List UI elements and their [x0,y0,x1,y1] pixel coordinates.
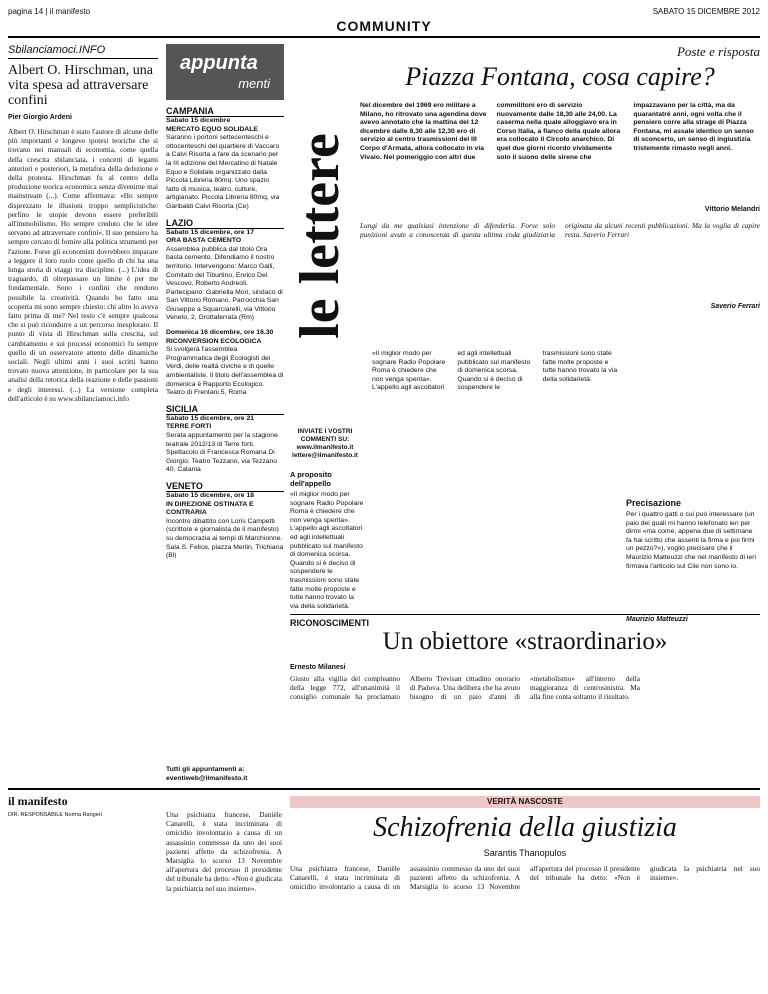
schizofrenia-author: Sarantis Thanopulos [483,848,567,858]
appunta-region: SICILIA [166,404,284,415]
sbilanciamoci-column [8,44,158,784]
appunta-title: appunta [180,52,258,74]
appunta-event: ORA BASTA CEMENTO [166,237,242,245]
reply-signature: Saverio Ferrari [710,303,760,310]
appunta-item [166,329,284,398]
piazza-signature: Vittorio Melandri [704,206,760,213]
schizofrenia-body: Una psichiatra francese, Danièle Canarelli, è stata incriminata di omicidio involontario a causa di un assassinio commesso da uno dei suoi pazienti affetto da schizofrenia. A Marsiglia lo scorso 13 Novembre all'apertura del processo il presidente del tribunale ha detto: «Non è giudicata la psichiatria nel suo insieme». [290,864,760,892]
piazza-body: Nel dicembre del 1969 ero militare a Milano, ho ritrovato una agendina dove avevo annotato che la mattina del 12 dicembre dalle 8,30 alle 12,30 ero di servizio al centro trasmissioni del III Corpo d'Armata, allora collocato in via Vivaio. Nel pomeriggio con altri due commilitoni ero di servizio nuovamente dalle 18,30 alle 24,00. La caserma nella quale alloggiavo era in Corso Italia, a fianco della quale allora era collocato il Circolo anarchico. Di quel due giorni ricordo vividamente solo il suono delle sirene che impazzavano per la città, ma da quarantatré anni, ogni volta che il pensiero corre alla strage di Piazza Fontana, mi assale identico un senso di sconcerto, un senso di ingiustizia tristemente rimasto negli anni. [360,102,754,161]
article-body: Albert O. Hirschman è stato l'autore di alcune delle più importanti e longeve ipotesi teoriche che si trovano nei manuali di economia, come quella della crescita sbilanciata, i concetti di legami anteriori e posteriori, la metafora della defezione e della protesta. Hirschman fu al centro della produzione teorica economica senza divenirne mai mainstream (...). Come affermava: «Ho sempre disprezzato le illusioni troppo semplicistiche: perfino le utopie devono essere preferibili all'immobilismo. Ho sempre creduto che le idee servano ad attraversare confini». Il suo pensiero ha sempre cercato di fornire alla politica strumenti per l'azione. Forse gli economisti dovrebbero imparare a leggere il loro ruolo come quello di chi ha una lunga storia di viaggi tra discipline. (...) L'idea di traguardo, di oltrepassare un limite è per me fondamentale. Sono i confini che rendono possibile la creatività. Quando ho fatto una scoperta mi sono sempre chiesto: chi altro lo aveva fatto prima di me? Nel testo c'è sempre qualcosa che si può ricondurre a un percorso inesplorato. Il punto di vista di Hirschman sulla crescita, sul cambiamento e sui processi economici fu sempre quello di un osservatore attento delle dinamiche sociali. Negli ultimi anni i suoi scritti hanno trovato nuova attenzione, in particolare per la sua analisi della retorica della reazione e delle passioni e degli interessi. (...) La versione completa dell'articolo è su www.sbilanciamoci.info [8,127,158,403]
appunta-event: MERCATO EQUO SOLIDALE [166,125,258,133]
appunta-list [166,106,284,561]
appunta-text: Serata appuntamento per la stagione teatrale 2012/13 di Terre forti. Spettacolo di Francesca Romana Di Giorgio. Teatro Tezzano, via Tezzano 40, Catania [166,432,278,474]
appunta-text: Si svolgerà l'assemblea Programmatica degli Ecologisti dei Verdi, delle realtà civiche e di quelle ambientaliste. Il titolo dell'assemblea di domenica è Rapporto Ecologico. Teatro di Frentani 5, Roma [166,346,284,397]
obiettore-body: Giusto alla vigilia del compleanno della legge 772, all'unanimità il consiglio comunale ha proclamato Alberto Trevisan cittadino onorario di Padova. Una delibera che ha avuto bisogno di un paio d'anni di «metabolismo» all'interno della maggioranza di centrosinistra. Ma alla fine conta soltanto il risultato. [290,674,640,702]
masthead-small: DIR. RESPONSABILE Norma Rangeri [8,812,102,818]
precisazione-signature: Maurizio Matteuzzi [626,616,688,623]
precisazione-body: Per i quattro gatti o cui può interessare (un paio dei quali mi hanno telefonato ieri per dirmi «ma come, appena due di settimane fa hai scritto che assenti la firma e poi firmi un pezzo?»), voglio precisare che il Maurizio Matteuzzi che nel manifesto di ieri firmava l'articolo sul Cile non sono io. [626,511,756,570]
appunta-footer: Tutti gli appuntamenti a: eventiweb@ilmanifesto.it [166,766,248,782]
appunta-item [166,404,284,475]
section-title: COMMUNITY [336,18,432,34]
article-author: Pier Giorgio Ardeni [8,114,72,121]
page-date: SABATO 15 DICEMBRE 2012 [652,7,760,16]
radio-body: «Il miglior modo per sognare Radio Popolare Roma è chiedere che non venga spenta». L'appello agli ascoltatori ed agli intellettuali pubblicato sul manifesto di domenica scorsa. Quando si è deciso di sospendere le trasmissioni sono state fatte molte proposte e tutte hanno trovato la via della solidarietà. [290,491,364,610]
appunta-region: CAMPANIA [166,106,284,117]
appunta-item [166,106,284,212]
lettere-block [290,44,350,424]
appunta-region: VENETO [166,481,284,492]
appunta-date: Sabato 15 dicembre, ore 18 [166,491,255,499]
verita-label: VERITÀ NASCOSTE [290,796,760,808]
appunta-event: RICONVERSION ECOLOGICA [166,337,262,345]
radio-title: A proposito dell'appello [290,470,332,488]
appunta-region: LAZIO [166,218,284,229]
appunta-date: Sabato 15 dicembre, ore 21 [166,414,255,422]
radio-article [290,470,364,616]
invite-box: INVIATE I VOSTRI COMMENTI SU: www.ilmanifesto.it lettere@ilmanifesto.it [292,428,358,459]
piazza-reply: Lungi da me qualsiasi intenzione di difenderla. Forse solo punizioni avute a conoscenza di questa ultima coda giudiziaria originata da alcuni recenti pubblicazioni. Ma la voglia di capire resta. Saverio Ferrari [360,221,760,240]
schizofrenia-lead: Una psichiatra francese, Danièle Canarelli, è stata incriminata di omicidio involontario a causa di un assassinio commesso da uno dei suoi pazienti affetto da schizofrenia. A Marsiglia lo scorso 13 Novembre all'apertura del processo il presidente del tribunale ha detto: «Non è giudicata la psichiatria nel suo insieme». [166,810,282,893]
masthead: il manifesto [8,794,68,808]
riconoscimenti-label: RICONOSCIMENTI [290,618,370,628]
precisazione-title: Precisazione [626,498,682,508]
sbilanciamoci-kicker: Sbilanciamoci.INFO [8,44,158,59]
appunta-text: Assemblea pubblica dal titolo Ora basta cemento. Difendiamo il nostro territorio. Intervengono: Marco Galli, Comitato del Tiburtino, Enrico Del Vescovo, Roberto Andreoli. Partecipano: Gabriella Mori, sindaco di San Vittorio Romano. Parrocchia San Giuseppe a Squarciarelli, via Vittorio Veneto, 2, Grottaferrata (Rm) [166,245,283,322]
appunta-text: Incontro dibattito con Loris Campetti (scrittore e giornalista de il manifesto) su democrazia ai tempi di Marchionne. Sala S. Felice, piazza Merlin, Trichiana (Bl) [166,517,284,560]
obiettore-title: Un obiettore «straordinario» [382,628,668,655]
appunta-event: TERRE FORTI [166,423,212,431]
riconoscimenti-rule [290,614,760,615]
appunta-subtitle: menti [238,76,270,91]
appunta-date: Domenica 16 dicembre, ore 16.30 [166,329,274,337]
appunta-item [166,218,284,324]
appunta-date: Sabato 15 dicembre, ore 17 [166,228,255,236]
appunta-column [166,44,284,784]
appunta-date: Sabato 15 dicembre [166,117,231,124]
piazza-title: Piazza Fontana, cosa capire? [405,62,715,91]
obiettore-author: Ernesto Milanesi [290,664,346,671]
radio-continued: «Il miglior modo per sognare Radio Popolare Roma è chiedere che non venga spenta». L'appello agli ascoltatori ed agli intellettuali pubblicato sul manifesto di domenica scorsa. Quando si è deciso di sospendere le trasmissioni sono state fatte molte proposte e tutte hanno trovato la via della solidarietà. [372,350,618,392]
schizofrenia-title: Schizofrenia della giustizia [373,812,677,843]
article-title: Albert O. Hirschman, una vita spesa ad attraversare confini [8,63,154,108]
appunta-item [166,481,284,561]
header-rule [8,36,760,38]
piazza-fontana-article [360,44,760,310]
precisazione-article [626,498,760,623]
appunta-event: IN DIREZIONE OSTINATA E CONTRARIA [166,500,254,517]
appunta-text: Saranno i portoni settecenteschi e ottocenteschi del quartiere di Vaccaro a Calvi Risorta a fare da scenario per la III edizione del Mercatino di Natale Equo e Solidale organizzato dalla Piccola Libreria 80mq. Uno spazio fatto di musica, teatro, culture, artigianato. Piccola Libreria 80mq, via Garibaldi Calvi Risorta (Ce) [166,134,280,210]
masthead-block [8,794,148,819]
poste-kicker: Poste e risposta [676,44,760,59]
appunta-logo [166,44,284,100]
page-folio: pagina 14 | il manifesto [8,7,91,16]
lettere-vertical-title: le lettere [289,133,351,339]
bottom-rule [8,788,760,790]
